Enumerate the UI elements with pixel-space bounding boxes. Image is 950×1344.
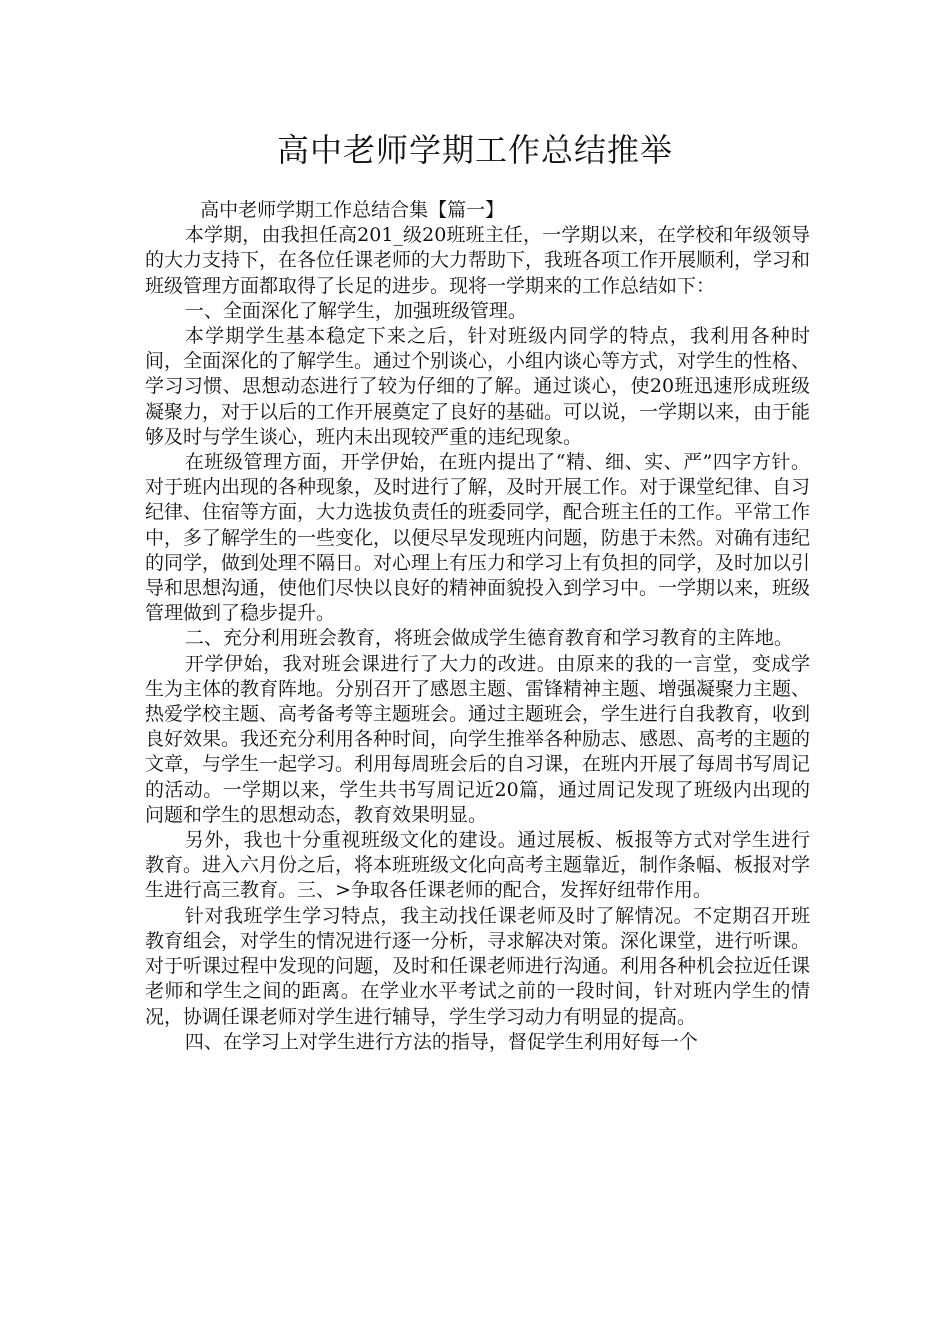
paragraph: 本学期学生基本稳定下来之后，针对班级内同学的特点，我利用各种时间，全面深化的了解学生。通过个别谈心，小组内谈心等方式，对学生的性格、学习习惯、思想动态进行了较为仔细的了解。通过谈心，使20班迅速形成班级凝聚力，对于以后的工作开展奠定了良好的基础。可以说，一学期以来，由于能够及时与学生谈心，班内未出现较严重的违纪现象。 bbox=[145, 325, 811, 448]
paragraph: 另外，我也十分重视班级文化的建设。通过展板、板报等方式对学生进行教育。进入六月份之后，将本班班级文化向高考主题靠近，制作条幅、板报对学生进行高三教育。三、>争取各任课老师的配合，发挥好纽带作用。 bbox=[145, 829, 811, 902]
paragraph: 开学伊始，我对班会课进行了大力的改进。由原来的我的一言堂，变成学生为主体的教育阵地。分别召开了感恩主题、雷锋精神主题、增强凝聚力主题、热爱学校主题、高考备考等主题班会。通过主题班会，学生进行自我教育，收到良好效果。我还充分利用各种时间，向学生推举各种励志、感恩、高考的主题的文章，与学生一起学习。利用每周班会后的自习课，在班内开展了每周书写周记的活动。一学期以来，学生共书写周记近20篇，通过周记发现了班级内出现的问题和学生的思想动态，教育效果明显。 bbox=[145, 652, 811, 826]
paragraph: 本学期，由我担任高201_级20班班主任，一学期以来，在学校和年级领导的大力支持下，在各位任课老师的大力帮助下，我班各项工作开展顺利，学习和班级管理方面都取得了长足的进步。现将一学期来的工作总结如下： bbox=[145, 224, 811, 297]
section-heading: 高中老师学期工作总结合集【篇一】 bbox=[200, 199, 505, 221]
document-body bbox=[145, 198, 810, 1055]
section-heading: 一、全面深化了解学生，加强班级管理。 bbox=[184, 299, 527, 322]
section-heading: 四、在学习上对学生进行方法的指导，督促学生利用好每一个 bbox=[184, 1030, 698, 1053]
paragraph: 在班级管理方面，开学伊始，在班内提出了“精、细、实、严”四字方针。对于班内出现的各种现象，及时进行了解，及时开展工作。对于课堂纪律、自习纪律、住宿等方面，大力选拔负责任的班委同学，配合班主任的工作。平常工作中，多了解学生的一些变化，以便尽早发现班内问题，防患于未然。对确有违纪的同学，做到处理不隔日。对心理上有压力和学习上有负担的同学，及时加以引导和思想沟通，使他们尽快以良好的精神面貌投入到学习中。一学期以来，班级管理做到了稳步提升。 bbox=[145, 451, 811, 625]
document-title: 高中老师学期工作总结推举 bbox=[276, 131, 673, 169]
section-heading: 二、充分利用班会教育，将班会做成学生德育教育和学习教育的主阵地。 bbox=[184, 627, 793, 650]
paragraph: 针对我班学生学习特点，我主动找任课老师及时了解情况。不定期召开班教育组会，对学生的情况进行逐一分析，寻求解决对策。深化课堂，进行听课。对于听课过程中发现的问题，及时和任课老师进行沟通。利用各种机会拉近任课老师和学生之间的距离。在学业水平考试之前的一段时间，针对班内学生的情况，协调任课老师对学生进行辅导，学生学习动力有明显的提高。 bbox=[145, 904, 811, 1028]
